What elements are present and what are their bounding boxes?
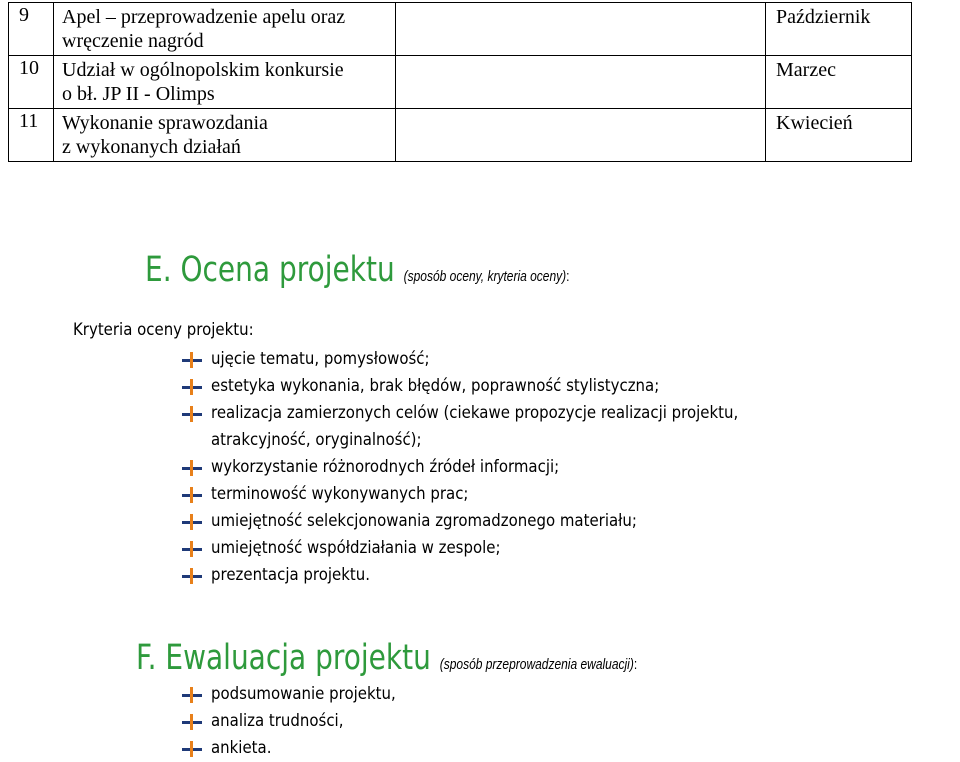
section-e-title: E. Ocena projektu bbox=[145, 250, 395, 290]
row-number: 9 bbox=[9, 3, 54, 56]
empty-cell bbox=[396, 109, 766, 162]
list-item: realizacja zamierzonych celów (ciekawe propozycje realizacji projektu, atrakcyjność, oryginalność); bbox=[182, 400, 810, 454]
list-item: umiejętność selekcjonowania zgromadzonego materiału; bbox=[182, 508, 810, 535]
cross-bullet-icon bbox=[182, 568, 202, 584]
cross-bullet-icon bbox=[182, 714, 202, 730]
cross-bullet-icon bbox=[182, 741, 202, 757]
list-item: podsumowanie projektu, bbox=[182, 681, 421, 708]
section-f-colon: : bbox=[633, 656, 638, 673]
list-item: analiza trudności, bbox=[182, 708, 421, 735]
month-cell: Marzec bbox=[766, 56, 912, 109]
empty-cell bbox=[396, 3, 766, 56]
task-text: Udział w ogólnopolskim konkursie bbox=[62, 59, 344, 81]
task-text: o bł. JP II - Olimps bbox=[62, 83, 215, 105]
list-item: estetyka wykonania, brak błędów, poprawność stylistyczna; bbox=[182, 373, 810, 400]
empty-cell bbox=[396, 56, 766, 109]
cross-bullet-icon bbox=[182, 514, 202, 530]
cross-bullet-icon bbox=[182, 460, 202, 476]
task-cell bbox=[54, 3, 396, 56]
row-number: 11 bbox=[9, 109, 54, 162]
table-row bbox=[9, 3, 912, 56]
section-f-subtitle: (sposób przeprowadzenia ewaluacji) bbox=[439, 656, 634, 673]
task-text: Wykonanie sprawozdania bbox=[62, 112, 268, 134]
month-cell: Kwiecień bbox=[766, 109, 912, 162]
row-number: 10 bbox=[9, 56, 54, 109]
section-e-heading bbox=[145, 250, 569, 290]
list-item: umiejętność współdziałania w zespole; bbox=[182, 535, 810, 562]
cross-bullet-icon bbox=[182, 487, 202, 503]
cross-bullet-icon bbox=[182, 406, 202, 422]
criteria-intro: Kryteria oceny projektu: bbox=[73, 320, 254, 340]
section-f-title: F. Ewaluacja projektu bbox=[136, 638, 431, 678]
section-e-subtitle: (sposób oceny, kryteria oceny) bbox=[403, 268, 567, 285]
list-item: ujęcie tematu, pomysłowość; bbox=[182, 346, 810, 373]
schedule-table bbox=[8, 2, 912, 162]
task-text: Apel – przeprowadzenie apelu oraz bbox=[62, 6, 346, 28]
cross-bullet-icon bbox=[182, 541, 202, 557]
task-cell bbox=[54, 109, 396, 162]
list-item: prezentacja projektu. bbox=[182, 562, 810, 589]
cross-bullet-icon bbox=[182, 379, 202, 395]
criteria-list bbox=[182, 346, 810, 589]
task-cell bbox=[54, 56, 396, 109]
cross-bullet-icon bbox=[182, 352, 202, 368]
evaluation-list bbox=[182, 681, 421, 762]
list-item-continuation: atrakcyjność, oryginalność); bbox=[211, 430, 422, 450]
list-item: terminowość wykonywanych prac; bbox=[182, 481, 810, 508]
month-cell: Październik bbox=[766, 3, 912, 56]
table-row bbox=[9, 56, 912, 109]
cross-bullet-icon bbox=[182, 687, 202, 703]
list-item: ankieta. bbox=[182, 735, 421, 762]
list-item: wykorzystanie różnorodnych źródeł informacji; bbox=[182, 454, 810, 481]
task-text: z wykonanych działań bbox=[62, 136, 241, 158]
section-f-heading bbox=[136, 638, 637, 678]
task-text: wręczenie nagród bbox=[62, 30, 204, 52]
table-row bbox=[9, 109, 912, 162]
section-e-colon: : bbox=[566, 268, 570, 285]
